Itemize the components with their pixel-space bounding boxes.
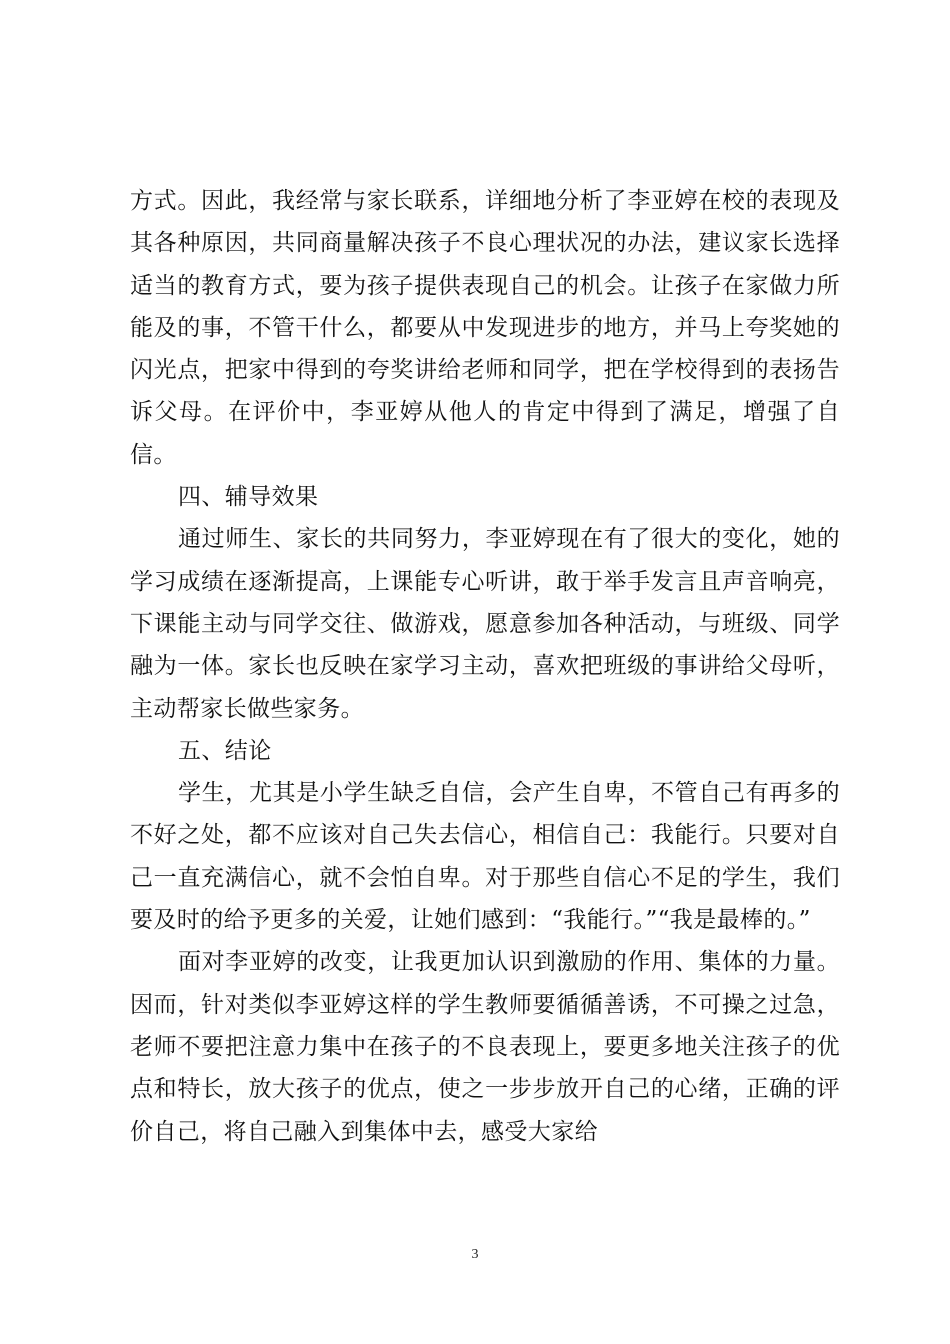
- section-heading-4: 四、辅导效果: [178, 484, 319, 511]
- page-number: 3: [471, 1247, 479, 1262]
- section-heading-5: 五、结论: [178, 737, 272, 764]
- body-paragraph-3: 学生，尤其是小学生缺乏自信，会产生自卑，不管自己有再多的不好之处，都不应该对自己失去信心，相信自己：我能行。只要对自己一直充满信心，就不会怕自卑。对于那些自信心不足的学生，我们要及时的给予更多的关爱，让她们感到：“我能行。”“我是最棒的。”: [130, 780, 840, 934]
- body-paragraph-1: 方式。因此，我经常与家长联系，详细地分析了李亚婷在校的表现及其各种原因，共同商量解决孩子不良心理状况的办法，建议家长选择适当的教育方式，要为孩子提供表现自己的机会。让孩子在家做力所能及的事，不管干什么，都要从中发现进步的地方，并马上夸奖她的闪光点，把家中得到的夸奖讲给老师和同学，把在学校得到的表扬告诉父母。在评价中，李亚婷从他人的肯定中得到了满足，增强了自信。: [130, 188, 840, 468]
- body-paragraph-4: 面对李亚婷的改变，让我更加认识到激励的作用、集体的力量。因而，针对类似李亚婷这样的学生教师要循循善诱，不可操之过急，老师不要把注意力集中在孩子的不良表现上，要更多地关注孩子的优点和特长，放大孩子的优点，使之一步步放开自己的心绪，正确的评价自己，将自己融入到集体中去，感受大家给: [130, 949, 840, 1145]
- body-paragraph-2: 通过师生、家长的共同努力，李亚婷现在有了很大的变化，她的学习成绩在逐渐提高，上课能专心听讲，敢于举手发言且声音响亮，下课能主动与同学交往、做游戏，愿意参加各种活动，与班级、同学融为一体。家长也反映在家学习主动，喜欢把班级的事讲给父母听，主动帮家长做些家务。: [130, 526, 840, 722]
- document-body: [130, 180, 840, 1153]
